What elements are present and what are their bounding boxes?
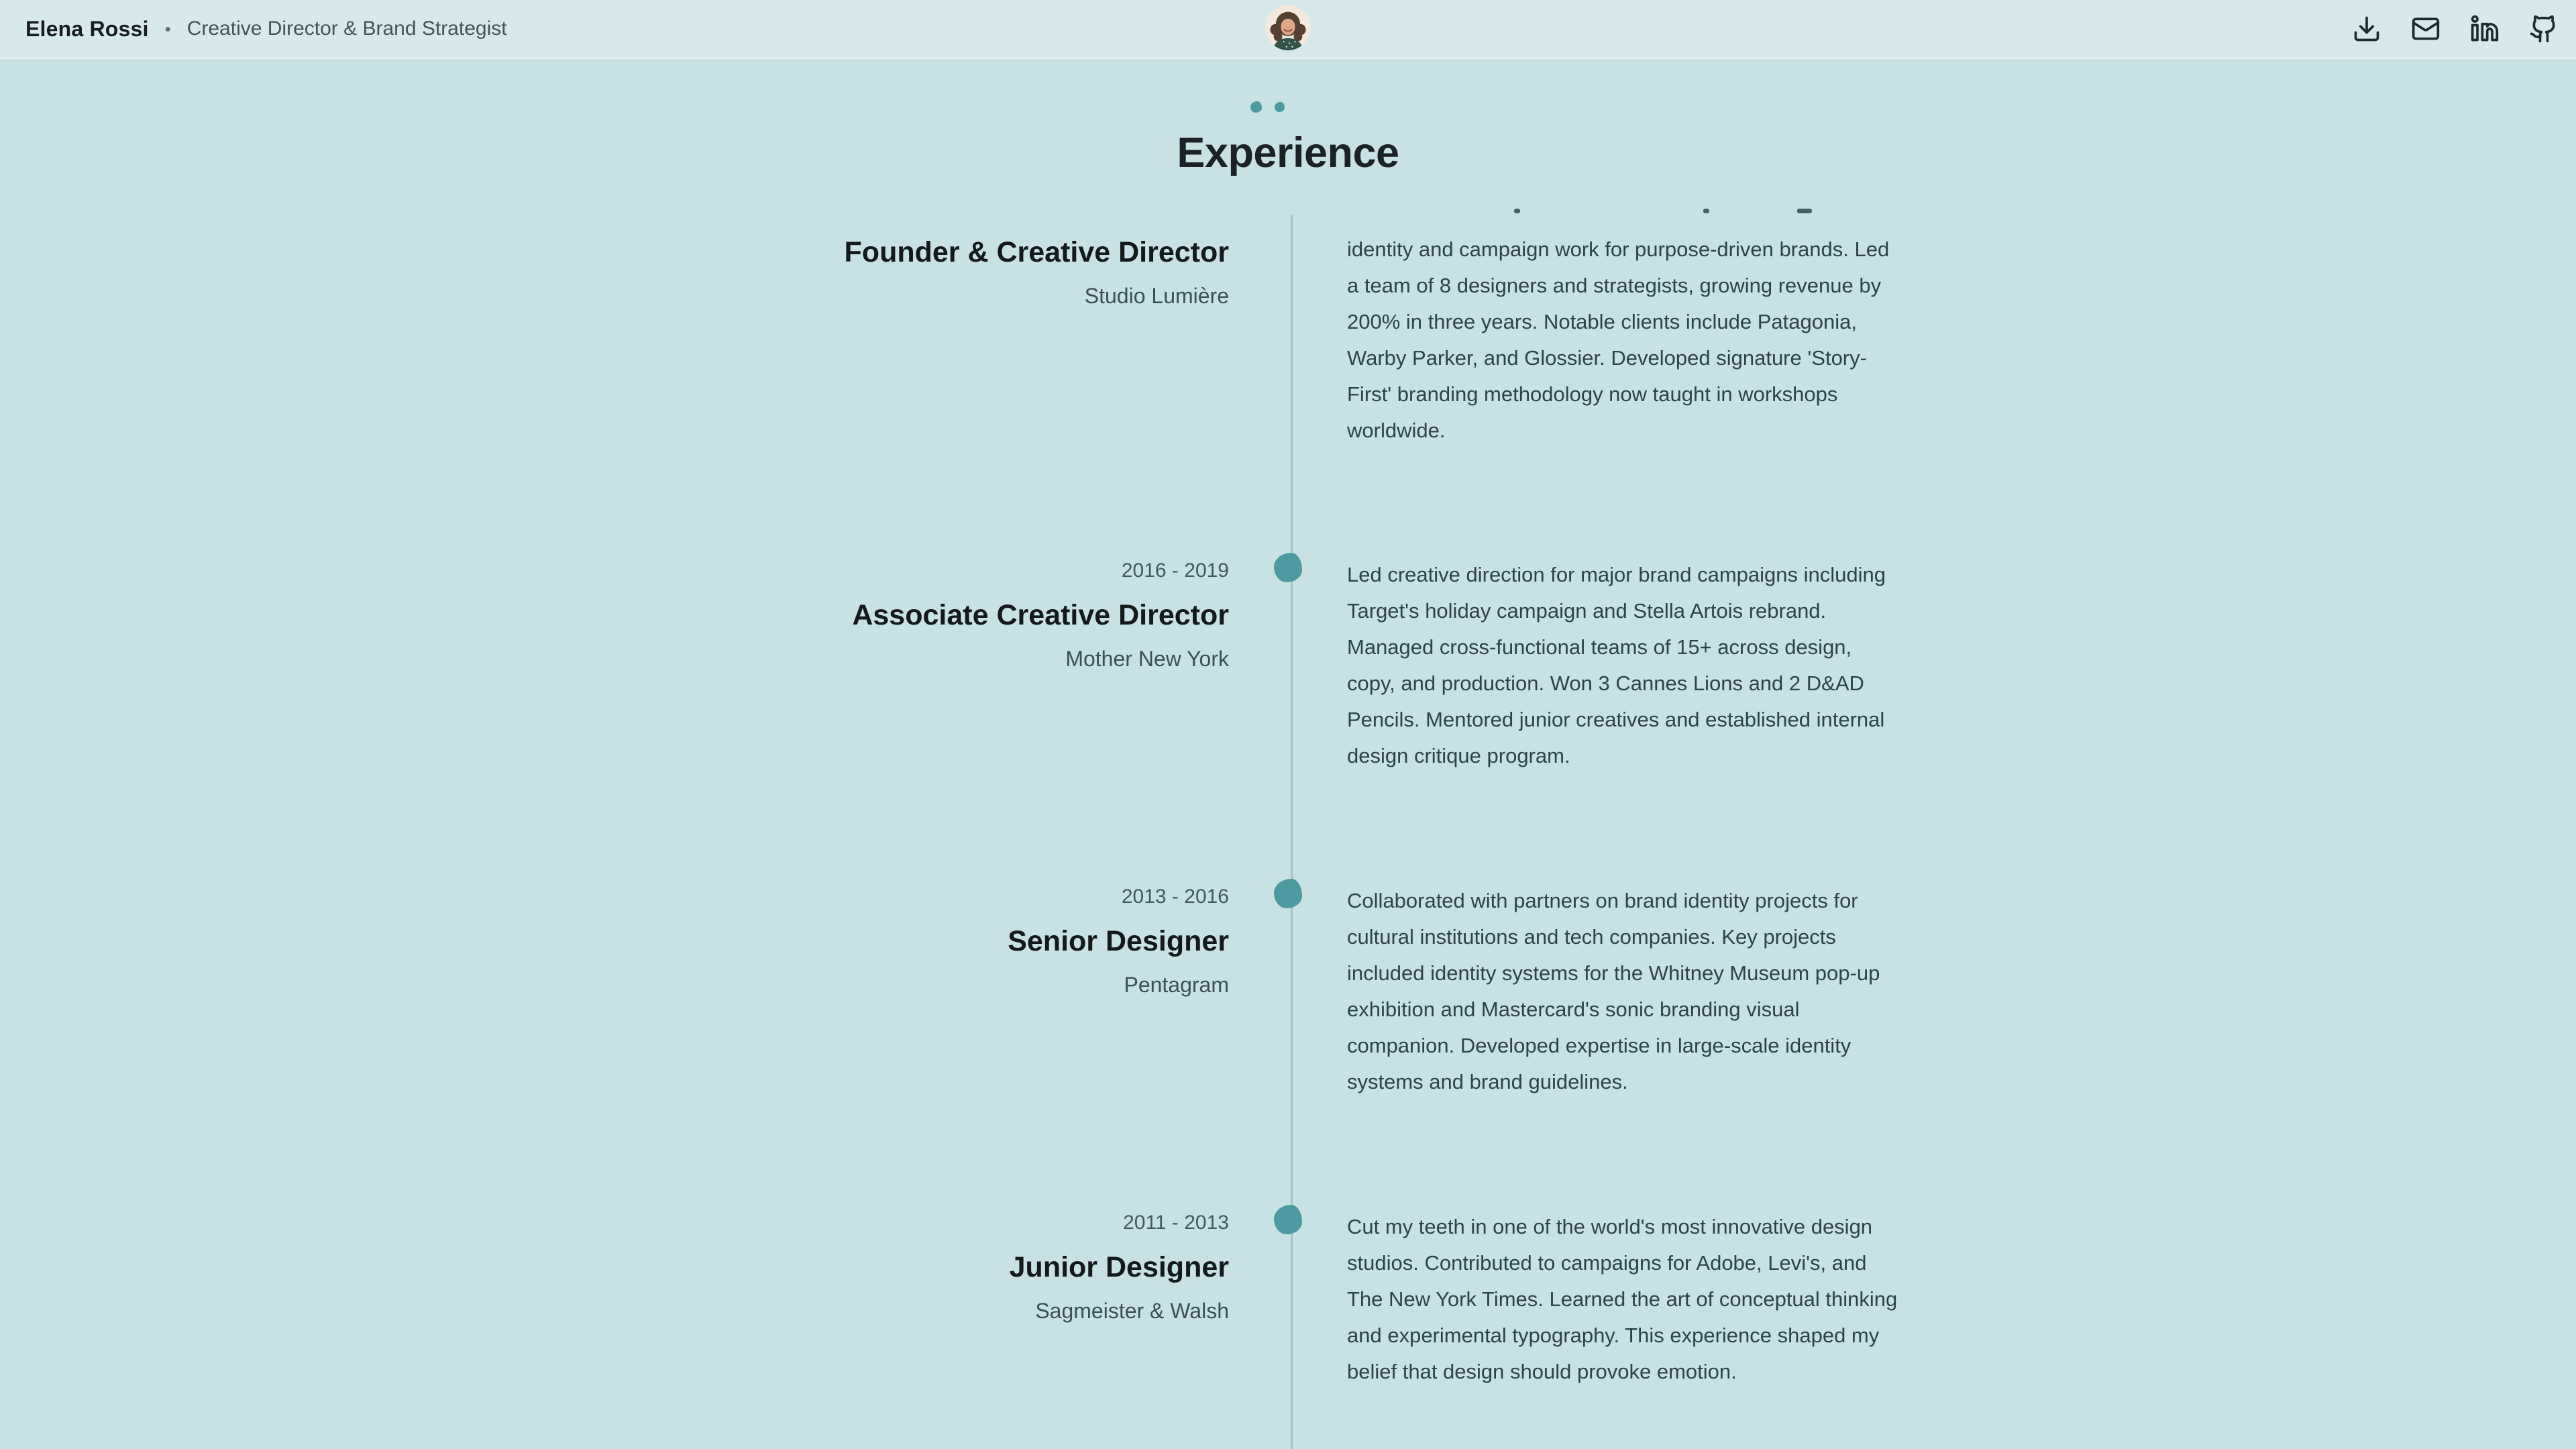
section-deco-dots (1250, 101, 1285, 113)
separator-dot: • (164, 18, 171, 39)
entry-company: Pentagram (1124, 973, 1229, 997)
header-actions (2352, 14, 2559, 44)
entry-period: 2013 - 2016 (1121, 885, 1229, 908)
timeline-entry (800, 233, 1911, 449)
entry-title: Founder & Creative Director (844, 236, 1229, 268)
github-icon[interactable] (2529, 14, 2559, 44)
entry-description: Collaborated with partners on brand identity projects for cultural institutions and tech companies. Key projects included identity systems for the Whitney Museum pop-up exhibition and Mastercard's sonic branding visual companion. Developed expertise in large-scale identity systems and brand guidelines. (1347, 889, 1880, 1093)
timeline-dot-icon (1274, 553, 1302, 582)
timeline-dot-icon (1274, 1205, 1302, 1234)
entry-heading (800, 884, 1229, 1100)
entry-heading (800, 233, 1229, 449)
avatar[interactable] (1265, 5, 1311, 50)
entry-title: Junior Designer (1009, 1251, 1229, 1283)
entry-period: 2011 - 2013 (1123, 1212, 1229, 1234)
entry-company: Mother New York (1065, 647, 1229, 671)
timeline-entry (800, 558, 1911, 774)
mail-icon[interactable] (2411, 14, 2440, 44)
identity (25, 17, 507, 42)
timeline-entries (0, 215, 2576, 1449)
timeline-entry (800, 1210, 1911, 1390)
linkedin-icon[interactable] (2470, 14, 2500, 44)
entry-period: 2016 - 2019 (1121, 559, 1229, 582)
timeline-entry (800, 884, 1911, 1100)
entry-heading (800, 558, 1229, 774)
timeline-dot-icon (1274, 879, 1302, 908)
person-name: Elena Rossi (25, 16, 149, 41)
avatar-illustration (1265, 5, 1311, 50)
deco-dot-icon (1250, 101, 1262, 113)
entry-title: Senior Designer (1008, 925, 1229, 957)
entry-description: identity and campaign work for purpose-driven brands. Led a team of 8 designers and strategists, growing revenue by 200% in three years. Notable clients include Patagonia, Warby Parker, and Glossier. Developed signature 'Story-First' branding methodology now taught in workshops worldwide. (1347, 237, 1890, 442)
entry-description: Led creative direction for major brand campaigns including Target's holiday campaign and Stella Artois rebrand. Managed cross-functional teams of 15+ across design, copy, and production. Won 3 Cannes Lions and 2 D&AD Pencils. Mentored junior creatives and established internal design critique program. (1347, 563, 1886, 767)
person-role: Creative Director & Brand Strategist (186, 17, 507, 40)
section-title: Experience (1177, 129, 1399, 176)
entry-title: Associate Creative Director (852, 599, 1229, 631)
entry-heading (800, 1210, 1229, 1390)
download-icon[interactable] (2352, 14, 2381, 44)
entry-company: Sagmeister & Walsh (1035, 1299, 1229, 1323)
entry-company: Studio Lumière (1084, 284, 1229, 308)
experience-timeline (0, 215, 2576, 1449)
header (0, 0, 2576, 59)
deco-dot-icon (1275, 102, 1285, 112)
entry-description: Cut my teeth in one of the world's most innovative design studios. Contributed to campaigns for Adobe, Levi's, and The New York Times. Learned the art of conceptual thinking and experimental typography. This experience shaped my belief that design should provoke emotion. (1347, 1215, 1898, 1383)
